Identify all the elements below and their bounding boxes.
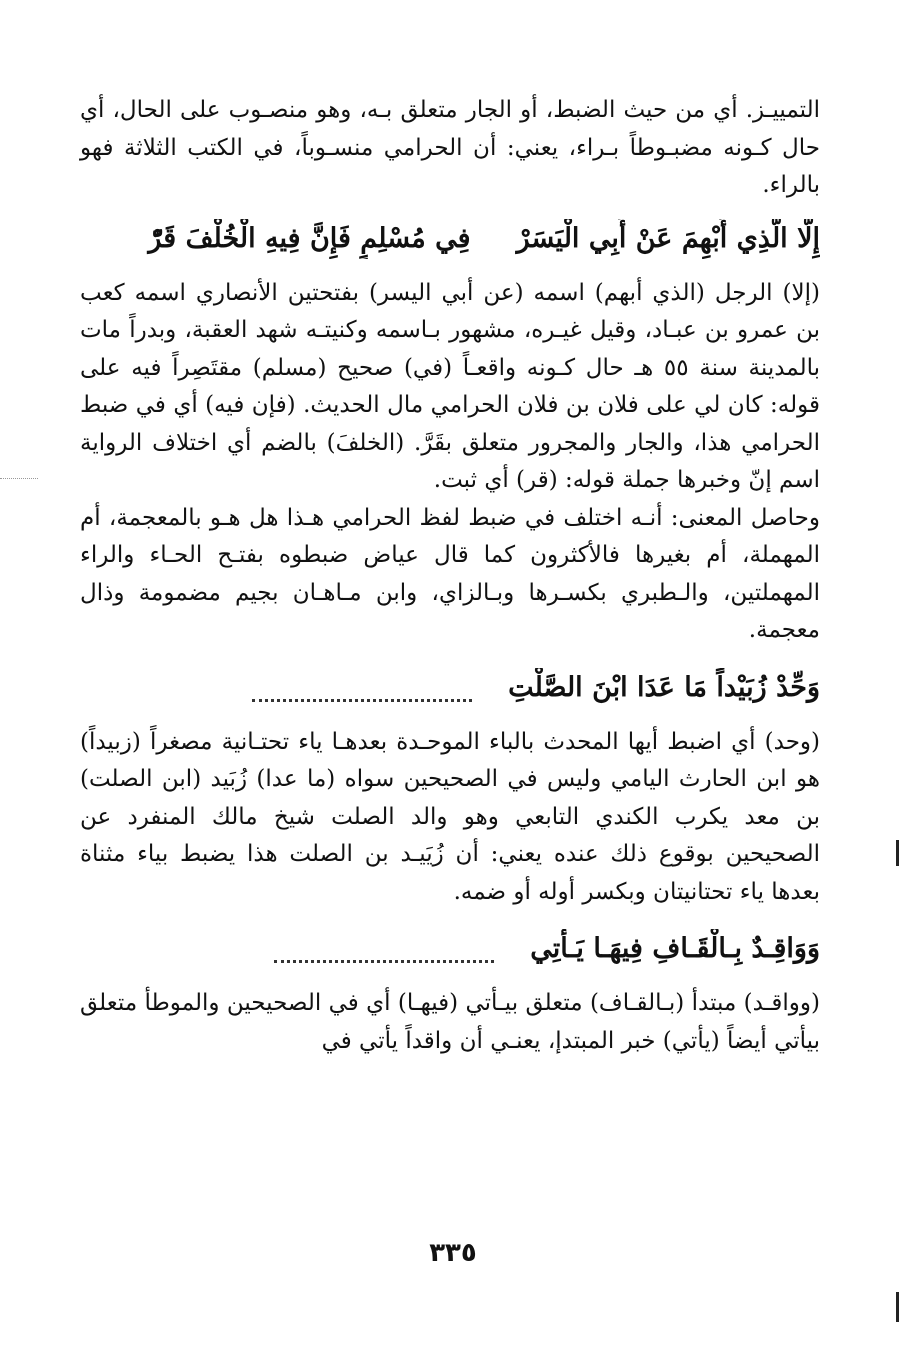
verse-line <box>80 668 820 708</box>
paragraph: وحاصل المعنى: أنـه اختلف في ضبط لفظ الحرامي هـذا هل هـو بالمعجمة، أم المهملة، أم بغيرها فالأكثرون كما قال عياض ضبطوه بفتـح الحـاء والراء المهملتين، والـطبري بكسـرها وبـالزاي، وابن مـاهـان بجيم مضمومة وذال معجمة. <box>80 504 820 643</box>
verse-first-hemistich: وَحِّدْ زُبَيْداً مَا عَدَا ابْنَ الصَّلْتِ <box>508 671 820 703</box>
verse-line <box>80 929 820 969</box>
page-body <box>80 92 820 1060</box>
verse-dotted-hemistich <box>274 952 494 963</box>
scan-mark <box>896 840 899 866</box>
paragraph: (وحد) أي اضبط أيها المحدث بالباء الموحـدة بعدهـا ياء تحتـانية مصغراً (زبيداً) هو ابن الحارث اليامي وليس في الصحيحين سواه (ما عدا) زُبَيد (ابن الصلت) بن معد يكرب الكندي التابعي وهو والد الصلت شيخ مالك المنفرد عن الصحيحين بوقوع ذلك عنده يعني: أن زُيَيـد بن الصلت هذا يضبط بياء مثناة بعدها ياء تحتانيتان وبكسر أوله أو ضمه. <box>80 728 820 905</box>
verse-dotted-hemistich <box>252 691 472 702</box>
paragraph: (وواقـد) مبتدأ (بـالقـاف) متعلق بيـأتي (فيهـا) أي في الصحيحين والموطأ متعلق بيأتي أيضاً (يأتي) خبر المبتدإ، يعنـي أن واقداً يأتي في <box>80 990 820 1054</box>
verse-first-hemistich: وَوَاقِـدٌ بِـالْقَـافِ فِيهَـا يَـأْتِي <box>530 933 820 964</box>
scan-artifact <box>0 478 38 479</box>
verse-line <box>80 219 820 259</box>
scan-mark <box>896 1292 899 1322</box>
verse-first-hemistich: إِلَّا الَّذِي أُبْهِمَ عَنْ أَبِي الْيَسَرْ <box>516 222 820 254</box>
verse-second-hemistich: فِي مُسْلِمٍ فَإِنَّ فِيهِ الْخُلْفَ قَرّْ <box>148 222 471 254</box>
page-number: ٣٣٥ <box>429 1238 477 1268</box>
paragraph: (إلا) الرجل (الذي أبهم) اسمه (عن أبي اليسر) بفتحتين الأنصاري اسمه كعب بن عمرو بن عبـاد، وقيل غيـره، مشهور بـاسمه وكنيتـه شهد العقبة، وبدراً مات بالمدينة سنة ٥٥ هـ حال كـونه واقعـاً (في) صحيح (مسلم) مقتَصِراً فيه على قوله: كان لي على فلان بن فلان الحرامي مال الحديث. (فإن فيه) أي في ضبط الحرامي هذا، والجار والمجرور متعلق بقَرَّ. (الخلفَ) بالضم أي اختلاف الرواية اسم إنّ وخبرها جملة قوله: (قر) أي ثبت. <box>80 279 821 493</box>
paragraph: التمييـز. أي من حيث الضبط، أو الجار متعلق بـه، وهو منصـوب على الحال، أي حال كـونه مضبـوطاً بـراء، يعني: أن الحرامي منسـوباً، في الكتب الثلاثة فهو بالراء. <box>80 97 820 198</box>
